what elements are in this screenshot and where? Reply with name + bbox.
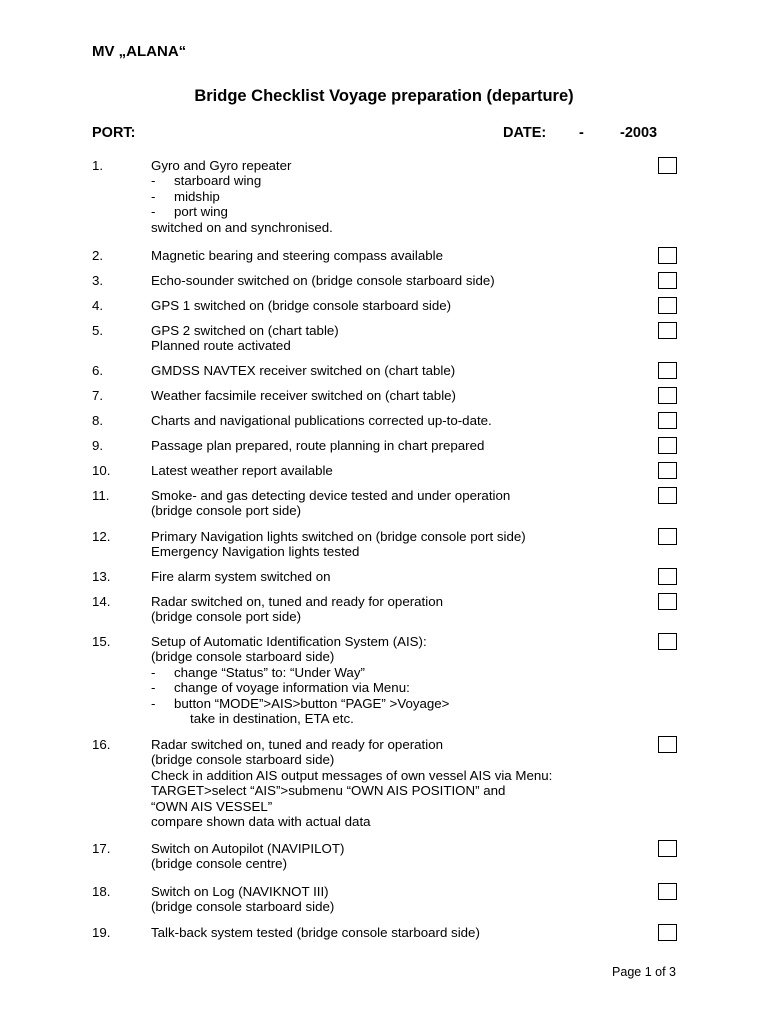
item-line-text: Emergency Navigation lights tested <box>151 544 360 560</box>
item-line <box>151 925 631 940</box>
item-line-text: Switch on Log (NAVIKNOT III) <box>151 884 329 899</box>
item-line-text: Magnetic bearing and steering compass available <box>151 248 443 263</box>
checkbox[interactable] <box>658 247 677 264</box>
bullet-dash: - <box>151 664 156 680</box>
item-line-text: Gyro and Gyro repeater <box>151 158 292 173</box>
item-number: 8. <box>92 413 104 428</box>
item-line-text: (bridge console starboard side) <box>151 899 335 915</box>
date-separator: - <box>579 125 584 141</box>
item-text <box>151 841 631 872</box>
item-line <box>151 544 631 559</box>
bullet-dash: - <box>151 173 156 189</box>
item-text <box>151 248 631 263</box>
item-line-text: Echo-sounder switched on (bridge console starboard side) <box>151 273 495 288</box>
checkbox[interactable] <box>658 840 677 857</box>
checkbox[interactable] <box>658 593 677 610</box>
item-line <box>151 649 631 664</box>
item-number: 13. <box>92 569 111 584</box>
item-line <box>151 814 631 829</box>
item-text <box>151 488 631 519</box>
item-line-text: compare shown data with actual data <box>151 813 371 829</box>
item-line <box>151 189 631 204</box>
item-line <box>151 204 631 219</box>
item-text <box>151 737 631 829</box>
item-line <box>151 899 631 914</box>
item-text <box>151 438 631 453</box>
item-line <box>151 680 631 695</box>
item-line <box>151 363 631 378</box>
item-line-text: (bridge console port side) <box>151 503 302 519</box>
item-text <box>151 413 631 428</box>
item-number: 11. <box>92 488 110 503</box>
item-line-text: Radar switched on, tuned and ready for operation <box>151 594 443 609</box>
item-text <box>151 925 631 940</box>
item-number: 10. <box>92 463 111 478</box>
item-line <box>151 711 631 726</box>
item-number: 18. <box>92 884 111 899</box>
item-number: 5. <box>92 323 104 338</box>
item-line <box>151 158 631 173</box>
item-text <box>151 634 631 726</box>
item-line-text: GPS 2 switched on (chart table) <box>151 323 339 338</box>
item-line-text: Talk-back system tested (bridge console starboard side) <box>151 925 480 940</box>
item-line <box>151 696 631 711</box>
item-line <box>151 799 631 814</box>
item-line <box>151 248 631 263</box>
checkbox[interactable] <box>658 297 677 314</box>
item-line-text: “OWN AIS VESSEL” <box>151 798 273 814</box>
checkbox[interactable] <box>658 528 677 545</box>
checkbox[interactable] <box>658 462 677 479</box>
item-line-text: Passage plan prepared, route planning in chart prepared <box>151 438 485 453</box>
item-line-text: midship <box>174 188 220 204</box>
item-text <box>151 594 631 625</box>
item-line-text: port wing <box>174 204 228 220</box>
item-line <box>151 594 631 609</box>
item-line <box>151 413 631 428</box>
checkbox[interactable] <box>658 387 677 404</box>
item-line <box>151 569 631 584</box>
item-line <box>151 220 631 235</box>
checkbox[interactable] <box>658 487 677 504</box>
item-line <box>151 488 631 503</box>
item-text <box>151 273 631 288</box>
date-year: -2003 <box>620 125 658 141</box>
item-line-text: Weather facsimile receiver switched on (chart table) <box>151 388 456 403</box>
bullet-dash: - <box>151 188 156 204</box>
item-line-text: Planned route activated <box>151 338 291 354</box>
item-number: 17. <box>92 841 111 856</box>
bullet-dash: - <box>151 695 156 711</box>
item-text <box>151 884 631 915</box>
item-number: 12. <box>92 529 111 544</box>
checkbox[interactable] <box>658 412 677 429</box>
item-line-text: Radar switched on, tuned and ready for operation <box>151 737 443 752</box>
item-number: 6. <box>92 363 104 378</box>
item-line-text: TARGET>select “AIS”>submenu “OWN AIS POSITION” and <box>151 783 506 799</box>
item-line <box>151 463 631 478</box>
ship-name: MV „ALANA“ <box>92 43 187 60</box>
item-text <box>151 298 631 313</box>
item-line <box>151 768 631 783</box>
item-line <box>151 173 631 188</box>
checkbox[interactable] <box>658 633 677 650</box>
item-line-text: change “Status” to: “Under Way” <box>174 664 365 680</box>
item-line <box>151 841 631 856</box>
bullet-dash: - <box>151 204 156 220</box>
item-line <box>151 503 631 518</box>
item-number: 1. <box>92 158 104 173</box>
item-line <box>151 884 631 899</box>
page-title: Bridge Checklist Voyage preparation (departure) <box>194 87 574 105</box>
item-line-text: Latest weather report available <box>151 463 333 478</box>
item-number: 14. <box>92 594 111 609</box>
item-line-text: button “MODE”>AIS>button “PAGE” >Voyage> <box>174 695 450 711</box>
item-line <box>151 388 631 403</box>
item-number: 19. <box>92 925 111 940</box>
checkbox[interactable] <box>658 736 677 753</box>
item-line <box>151 323 631 338</box>
item-line <box>151 856 631 871</box>
item-line-text: change of voyage information via Menu: <box>174 680 410 696</box>
checkbox[interactable] <box>658 568 677 585</box>
item-line <box>151 298 631 313</box>
item-text <box>151 569 631 584</box>
item-line-text: GPS 1 switched on (bridge console starboard side) <box>151 298 452 313</box>
item-line-text: (bridge console centre) <box>151 856 287 872</box>
checkbox[interactable] <box>658 883 677 900</box>
item-line-text: starboard wing <box>174 173 262 189</box>
item-line-text: Switch on Autopilot (NAVIPILOT) <box>151 841 345 856</box>
checkbox[interactable] <box>658 437 677 454</box>
item-line-text: Setup of Automatic Identification System (AIS): <box>151 634 427 649</box>
item-line <box>151 529 631 544</box>
item-line-text: (bridge console port side) <box>151 609 302 625</box>
item-number: 2. <box>92 248 104 263</box>
item-number: 16. <box>92 737 111 752</box>
item-line <box>151 752 631 767</box>
checkbox[interactable] <box>658 322 677 339</box>
item-line-text: GMDSS NAVTEX receiver switched on (chart table) <box>151 363 456 378</box>
item-line <box>151 338 631 353</box>
item-number: 9. <box>92 438 104 453</box>
item-text <box>151 529 631 560</box>
item-text <box>151 323 631 354</box>
item-line <box>151 634 631 649</box>
port-label: PORT: <box>92 125 136 141</box>
item-line <box>151 438 631 453</box>
item-text <box>151 363 631 378</box>
item-line-text: Check in addition AIS output messages of own vessel AIS via Menu: <box>151 767 553 783</box>
item-line-text: Charts and navigational publications corrected up-to-date. <box>151 413 492 428</box>
item-number: 4. <box>92 298 104 313</box>
item-line-text: switched on and synchronised. <box>151 219 333 235</box>
item-line-text: Primary Navigation lights switched on (bridge console port side) <box>151 529 526 544</box>
item-line-text: Fire alarm system switched on <box>151 569 331 584</box>
item-line <box>151 783 631 798</box>
item-number: 7. <box>92 388 104 403</box>
item-number: 3. <box>92 273 104 288</box>
checkbox[interactable] <box>658 362 677 379</box>
item-line-text: (bridge console starboard side) <box>151 649 335 665</box>
checkbox[interactable] <box>658 157 677 174</box>
date-label: DATE: <box>503 125 547 141</box>
item-line <box>151 273 631 288</box>
item-text <box>151 158 631 235</box>
checkbox[interactable] <box>658 924 677 941</box>
item-line-text: take in destination, ETA etc. <box>190 710 354 726</box>
item-line <box>151 665 631 680</box>
item-text <box>151 388 631 403</box>
item-line-text: Smoke- and gas detecting device tested and under operation <box>151 488 511 503</box>
item-line <box>151 737 631 752</box>
bullet-dash: - <box>151 680 156 696</box>
checkbox[interactable] <box>658 272 677 289</box>
item-number: 15. <box>92 634 111 649</box>
item-text <box>151 463 631 478</box>
item-line-text: (bridge console starboard side) <box>151 752 335 768</box>
page-number: Page 1 of 3 <box>612 965 676 979</box>
item-line <box>151 609 631 624</box>
